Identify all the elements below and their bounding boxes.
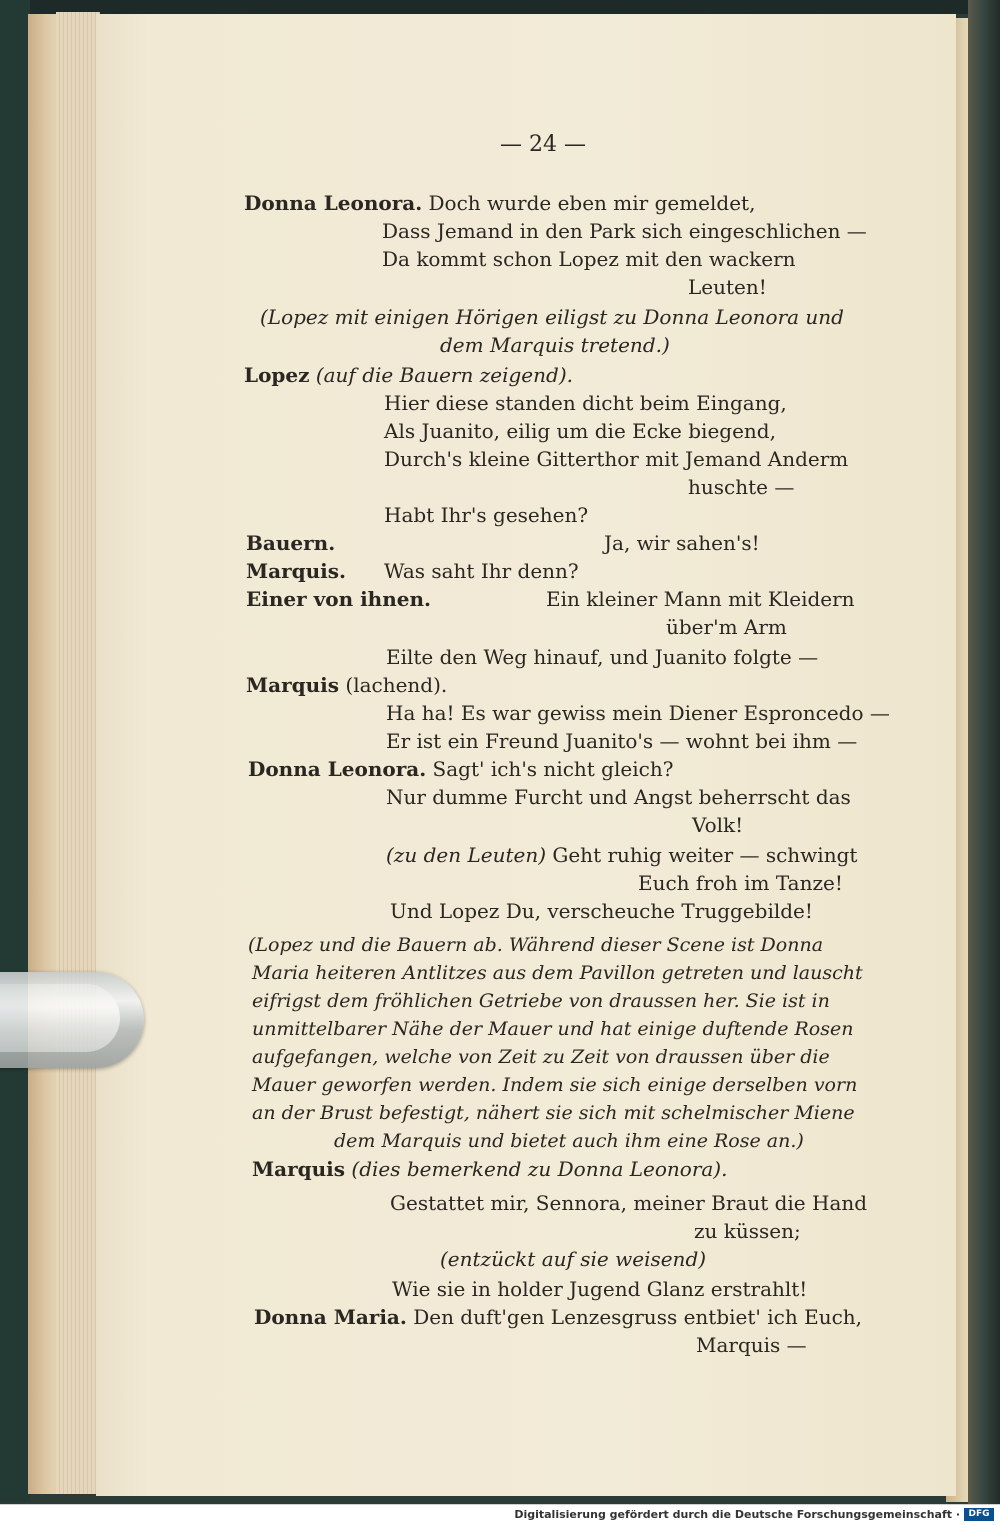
stage-direction: eifrigst dem fröhlichen Getriebe von draussen her. Sie ist in <box>252 990 830 1012</box>
dialogue-text: Ein kleiner Mann mit Kleidern <box>546 587 855 611</box>
dialogue-text: Geht ruhig weiter — schwingt <box>546 843 858 867</box>
scan-background-top <box>0 0 1000 14</box>
stage-direction: (lachend). <box>339 673 448 697</box>
speaker-name: Marquis. <box>246 559 346 583</box>
text-line: Er ist ein Freund Juanito's — wohnt bei ihm — <box>386 729 858 753</box>
text-line: Wie sie in holder Jugend Glanz erstrahlt! <box>392 1277 808 1301</box>
text-line: huschte — <box>688 475 795 499</box>
stage-direction: unmittelbarer Nähe der Mauer und hat einige duftende Rosen <box>252 1018 854 1040</box>
text-line: Hier diese standen dicht beim Eingang, <box>384 391 787 415</box>
stage-direction: dem Marquis tretend.) <box>440 333 670 357</box>
text-line: Marquis — <box>696 1333 807 1357</box>
text-line: Habt Ihr's gesehen? <box>384 503 589 527</box>
stage-direction: (Lopez mit einigen Hörigen eiligst zu Donna Leonora und <box>260 305 844 329</box>
stage-direction: an der Brust befestigt, nähert sie sich mit schelmischer Miene <box>252 1102 855 1124</box>
text-line: Euch froh im Tanze! <box>638 871 843 895</box>
speaker-name: Donna Leonora. <box>244 191 423 215</box>
speaker-name: Lopez <box>244 363 310 387</box>
footer-bar <box>0 1504 1000 1525</box>
page-number: — 24 — <box>500 132 586 157</box>
text-line: Volk! <box>692 813 744 837</box>
text-line <box>244 362 573 388</box>
text-line <box>246 530 335 556</box>
text-line: Ha ha! Es war gewiss mein Diener Esproncedo — <box>386 701 890 725</box>
speaker-name: Bauern. <box>246 531 336 555</box>
text-line <box>252 1156 727 1182</box>
dialogue-text: Sagt' ich's nicht gleich? <box>426 757 674 781</box>
text-line: über'm Arm <box>666 615 787 639</box>
scan-background-right <box>968 0 1000 1504</box>
text-line: Leuten! <box>688 275 767 299</box>
text-line <box>254 1304 862 1330</box>
dialogue-text: Was saht Ihr denn? <box>384 559 579 583</box>
text-line: Nur dumme Furcht und Angst beherrscht das <box>386 785 851 809</box>
speaker-name: Einer von ihnen. <box>246 587 431 611</box>
dialogue-text: Doch wurde eben mir gemeldet, <box>422 191 756 215</box>
speaker-name: Marquis <box>252 1157 346 1181</box>
dialogue-text: Den duft'gen Lenzesgruss entbiet' ich Euch, <box>406 1305 863 1329</box>
stage-direction: (auf die Bauern zeigend). <box>309 363 573 387</box>
stage-direction: Mauer geworfen werden. Indem sie sich einige derselben vorn <box>252 1074 858 1096</box>
stage-direction: (Lopez und die Bauern ab. Während dieser Scene ist Donna <box>248 934 824 956</box>
text-line <box>246 558 346 584</box>
scan-background-left <box>0 0 30 1502</box>
text-line: Durch's kleine Gitterthor mit Jemand Anderm <box>384 447 849 471</box>
stage-direction: dem Marquis und bietet auch ihm eine Rose an.) <box>334 1130 804 1152</box>
dialogue-text: Ja, wir sahen's! <box>604 531 760 555</box>
stage-direction: (dies bemerkend zu Donna Leonora). <box>345 1157 728 1181</box>
stage-direction: (zu den Leuten) <box>386 843 547 867</box>
text-line: Eilte den Weg hinauf, und Juanito folgte — <box>386 645 819 669</box>
dfg-logo: DFG <box>964 1508 994 1521</box>
footer-credit: Digitalisierung gefördert durch die Deutsche Forschungsgemeinschaft · <box>514 1508 960 1521</box>
text-line: zu küssen; <box>694 1219 801 1243</box>
stage-direction: Maria heiteren Antlitzes aus dem Pavillon getreten und lauscht <box>252 962 863 984</box>
page-stack-edge <box>56 12 100 1494</box>
text-line: Als Juanito, eilig um die Ecke biegend, <box>384 419 776 443</box>
text-line: Und Lopez Du, verscheuche Truggebilde! <box>390 899 813 923</box>
text-line: Da kommt schon Lopez mit den wackern <box>382 247 796 271</box>
text-line: Dass Jemand in den Park sich eingeschlichen — <box>382 219 867 243</box>
text-line <box>246 586 431 612</box>
page-clip <box>0 972 144 1068</box>
text-line <box>246 672 447 698</box>
book-page <box>96 14 956 1496</box>
text-line <box>386 842 857 868</box>
stage-direction: aufgefangen, welche von Zeit zu Zeit von draussen über die <box>252 1046 830 1068</box>
text-line: Gestattet mir, Sennora, meiner Braut die Hand <box>390 1191 868 1215</box>
text-line <box>244 190 755 216</box>
text-line <box>248 756 673 782</box>
speaker-name: Donna Maria. <box>254 1305 407 1329</box>
speaker-name: Donna Leonora. <box>248 757 427 781</box>
stage-direction: (entzückt auf sie weisend) <box>440 1247 707 1271</box>
speaker-name: Marquis <box>246 673 340 697</box>
